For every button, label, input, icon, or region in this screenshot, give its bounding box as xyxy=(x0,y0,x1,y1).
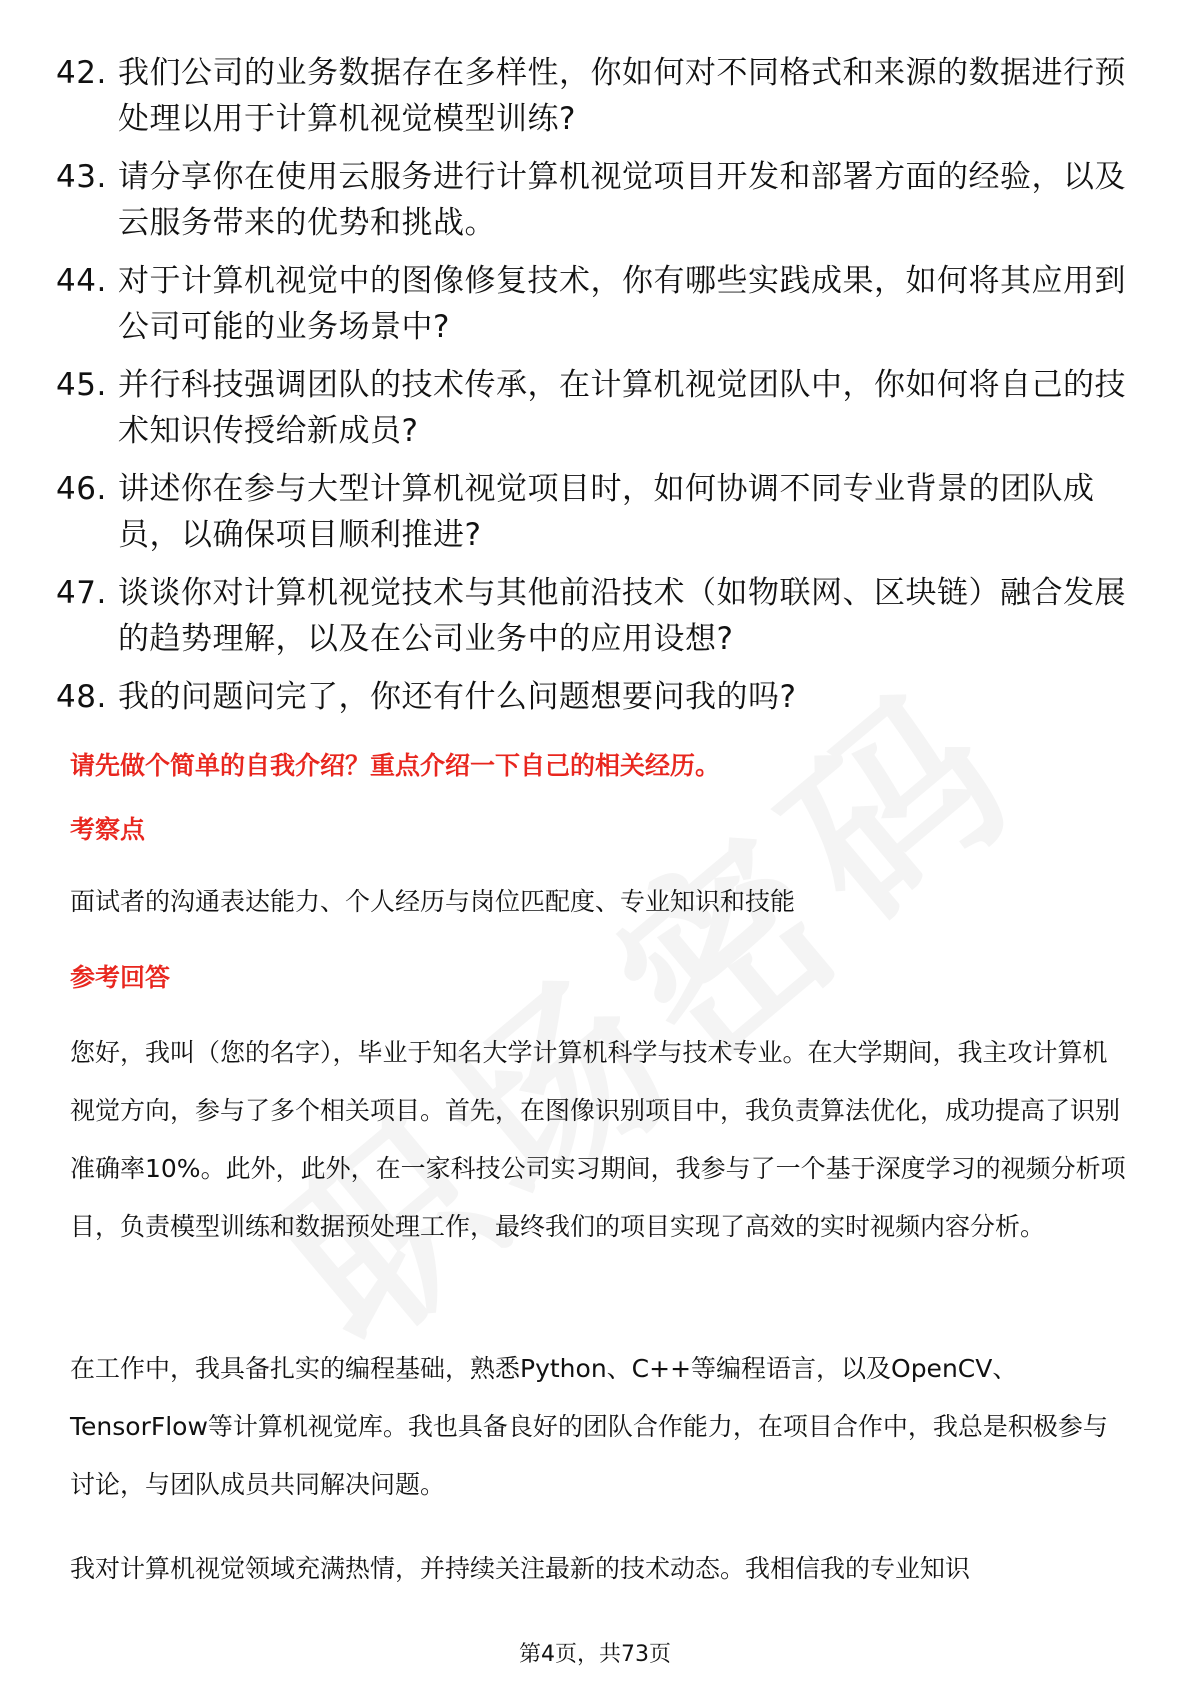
answer-paragraph: 我对计算机视觉领域充满热情，并持续关注最新的技术动态。我相信我的专业知识 xyxy=(70,1554,971,1583)
question-list xyxy=(56,50,1136,732)
question-item xyxy=(56,466,1136,558)
question-number: 44. xyxy=(56,263,107,299)
question-text: 我们公司的业务数据存在多样性，你如何对不同格式和来源的数据进行预处理以用于计算机视觉模型训练? xyxy=(118,55,1126,137)
question-number: 46. xyxy=(56,471,107,507)
examine-point-label: 考察点 xyxy=(70,815,146,844)
question-number: 47. xyxy=(56,575,107,611)
question-number: 48. xyxy=(56,679,107,715)
question-text: 讲述你在参与大型计算机视觉项目时，如何协调不同专业背景的团队成员，以确保项目顺利推进? xyxy=(118,471,1095,553)
question-item xyxy=(56,50,1136,142)
question-text: 谈谈你对计算机视觉技术与其他前沿技术（如物联网、区块链）融合发展的趋势理解，以及在公司业务中的应用设想? xyxy=(118,575,1126,657)
question-number: 45. xyxy=(56,367,107,403)
question-item xyxy=(56,258,1136,350)
page-number-footer: 第4页，共73页 xyxy=(519,1642,671,1667)
question-text: 我的问题问完了，你还有什么问题想要问我的吗? xyxy=(118,679,797,715)
question-item xyxy=(56,154,1136,246)
question-number: 43. xyxy=(56,159,107,195)
question-text: 对于计算机视觉中的图像修复技术，你有哪些实践成果，如何将其应用到公司可能的业务场景中? xyxy=(118,263,1126,345)
answer-paragraph: 您好，我叫（您的名字），毕业于知名大学计算机科学与技术专业。在大学期间，我主攻计算机视觉方向，参与了多个相关项目。首先，在图像识别项目中，我负责算法优化，成功提高了识别准确率10%。此外，此外，在一家科技公司实习期间，我参与了一个基于深度学习的视频分析项目，负责模型训练和数据预处理工作，最终我们的项目实现了高效的实时视频内容分析。 xyxy=(70,1038,1126,1241)
answer-paragraph: 在工作中，我具备扎实的编程基础，熟悉Python、C++等编程语言，以及OpenCV、TensorFlow等计算机视觉库。我也具备良好的团队合作能力，在项目合作中，我总是积极参与讨论，与团队成员共同解决问题。 xyxy=(70,1354,1108,1499)
question-number: 42. xyxy=(56,55,107,91)
question-text: 请分享你在使用云服务进行计算机视觉项目开发和部署方面的经验，以及云服务带来的优势和挑战。 xyxy=(118,159,1126,241)
examine-point-text: 面试者的沟通表达能力、个人经历与岗位匹配度、专业知识和技能 xyxy=(70,887,796,916)
question-item xyxy=(56,570,1136,662)
question-text: 并行科技强调团队的技术传承，在计算机视觉团队中，你如何将自己的技术知识传授给新成员? xyxy=(118,367,1126,449)
interview-question-heading: 请先做个简单的自我介绍？重点介绍一下自己的相关经历。 xyxy=(70,751,721,780)
question-item xyxy=(56,362,1136,454)
reference-answer-label: 参考回答 xyxy=(70,963,171,992)
question-item xyxy=(56,674,1136,720)
